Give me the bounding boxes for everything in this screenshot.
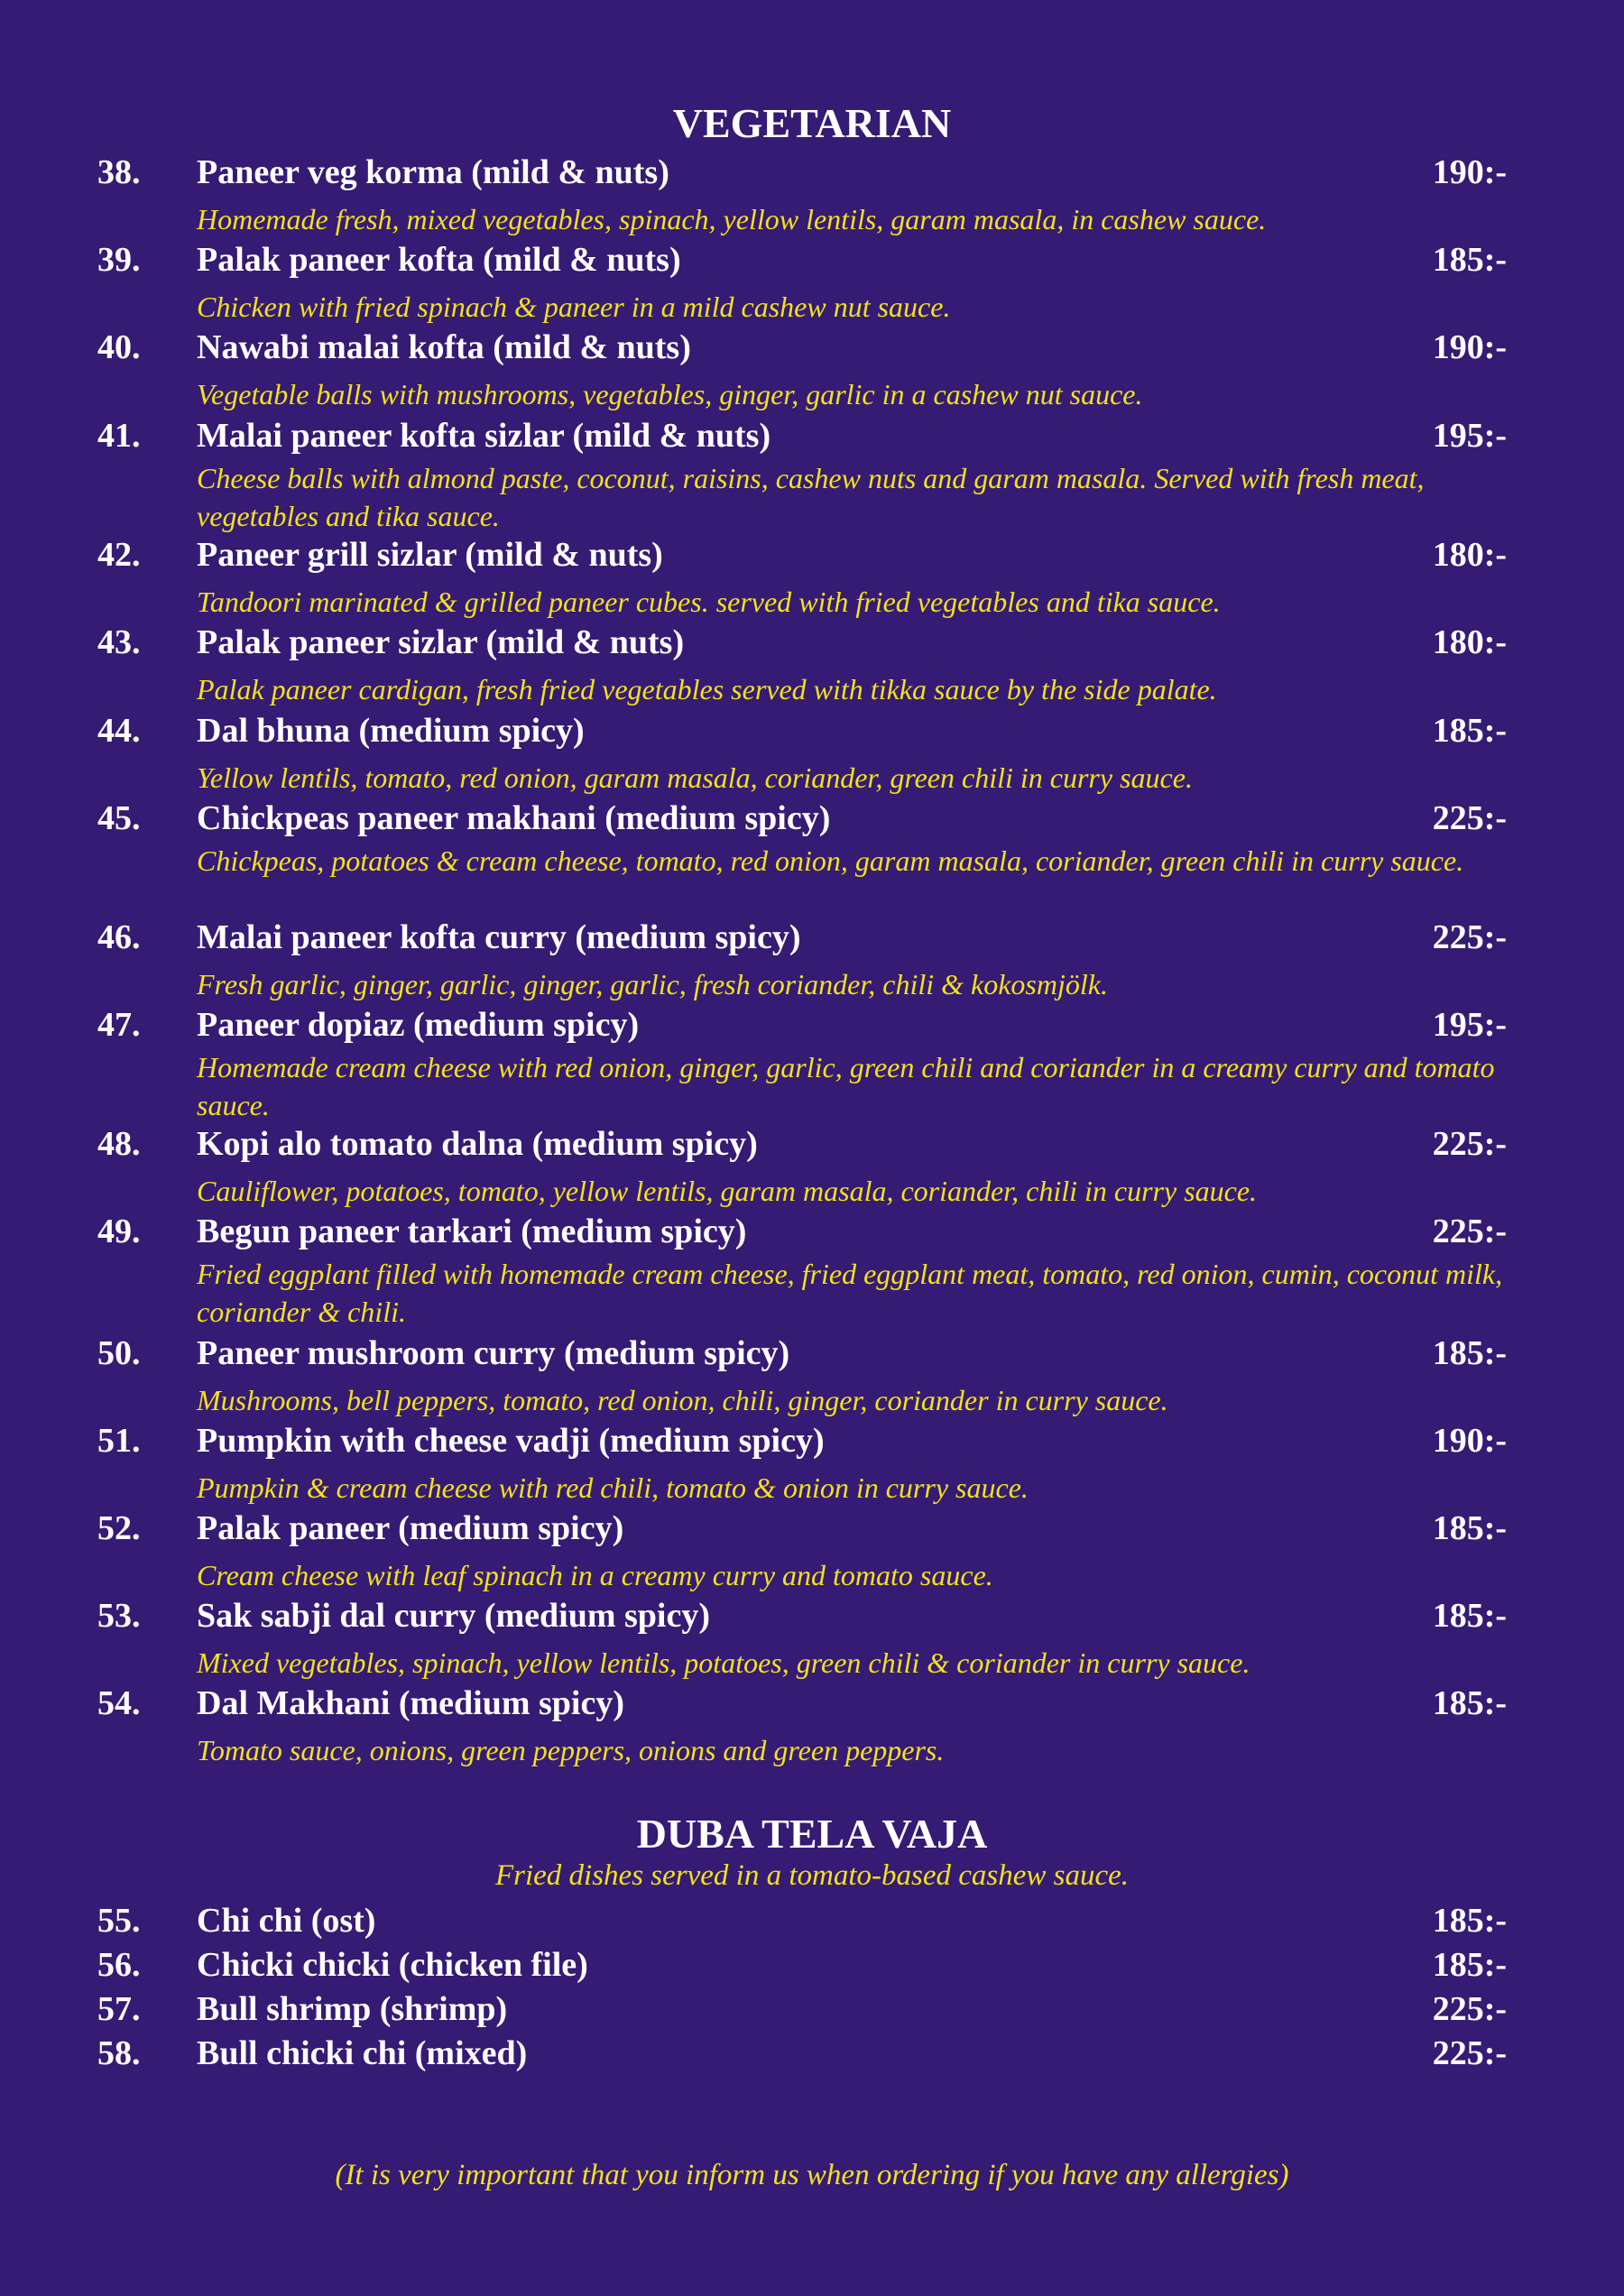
item-description: Chickpeas, potatoes & cream cheese, tomato, red onion, garam masala, coriander, green chili in curry sauce. (197, 844, 1464, 877)
item-price: 185:- (1432, 1902, 1507, 1940)
item-name: Chickpeas paneer makhani (medium spicy) (197, 799, 831, 837)
item-price: 185:- (1432, 241, 1507, 279)
item-price: 185:- (1432, 1946, 1507, 1984)
item-description: Homemade fresh, mixed vegetables, spinach, yellow lentils, garam masala, in cashew sauce. (197, 203, 1267, 235)
item-description: Mixed vegetables, spinach, yellow lentils, potatoes, green chili & coriander in curry sauce. (197, 1646, 1250, 1679)
item-number: 43. (97, 623, 141, 661)
item-number: 45. (97, 799, 141, 837)
item-number: 57. (97, 1990, 141, 2028)
item-description: Palak paneer cardigan, fresh fried vegetables served with tikka sauce by the side palate. (197, 673, 1217, 705)
item-description: Cheese balls with almond paste, coconut, raisins, cashew nuts and garam masala. Served with fresh meat, vegetables and tika sauce. (197, 462, 1425, 532)
item-number: 41. (97, 417, 141, 455)
item-price: 195:- (1432, 1006, 1507, 1044)
item-price: 185:- (1432, 1334, 1507, 1372)
item-number: 44. (97, 712, 141, 750)
item-name: Paneer mushroom curry (medium spicy) (197, 1334, 790, 1372)
item-name: Palak paneer (medium spicy) (197, 1509, 624, 1547)
item-price: 195:- (1432, 417, 1507, 455)
item-number: 40. (97, 328, 141, 366)
item-price: 225:- (1432, 1125, 1507, 1163)
item-name: Nawabi malai kofta (mild & nuts) (197, 328, 691, 366)
item-description: Vegetable balls with mushrooms, vegetables, ginger, garlic in a cashew nut sauce. (197, 378, 1143, 410)
item-price: 225:- (1432, 918, 1507, 956)
item-number: 38. (97, 153, 141, 191)
item-description: Homemade cream cheese with red onion, ginger, garlic, green chili and coriander in a creamy curry and tomato sauce. (197, 1051, 1495, 1121)
item-number: 51. (97, 1422, 141, 1460)
item-name: Palak paneer sizlar (mild & nuts) (197, 623, 685, 661)
item-description: Fresh garlic, ginger, garlic, ginger, garlic, fresh coriander, chili & kokosmjölk. (197, 968, 1108, 1000)
item-number: 49. (97, 1213, 141, 1250)
item-name: Chicki chicki (chicken file) (197, 1946, 588, 1984)
item-price: 185:- (1432, 1684, 1507, 1722)
item-price: 185:- (1432, 712, 1507, 750)
item-number: 56. (97, 1946, 141, 1984)
item-name: Paneer veg korma (mild & nuts) (197, 153, 669, 191)
section-subtitle: Fried dishes served in a tomato-based cashew sauce. (494, 1859, 1130, 1892)
item-price: 185:- (1432, 1597, 1507, 1635)
item-number: 55. (97, 1902, 141, 1940)
item-description: Pumpkin & cream cheese with red chili, tomato & onion in curry sauce. (197, 1471, 1029, 1504)
item-name: Bull shrimp (shrimp) (197, 1990, 508, 2028)
item-number: 52. (97, 1509, 141, 1547)
item-name: Pumpkin with cheese vadji (medium spicy) (197, 1422, 825, 1460)
item-name: Dal bhuna (medium spicy) (197, 712, 585, 750)
item-price: 190:- (1432, 153, 1507, 191)
section-title-vegetarian: VEGETARIAN (672, 100, 952, 146)
item-number: 54. (97, 1684, 141, 1722)
item-name: Dal Makhani (medium spicy) (197, 1684, 624, 1722)
item-description: Yellow lentils, tomato, red onion, garam masala, coriander, green chili in curry sauce. (197, 761, 1193, 794)
item-name: Kopi alo tomato dalna (medium spicy) (197, 1125, 758, 1163)
item-price: 180:- (1432, 623, 1507, 661)
item-name: Chi chi (ost) (197, 1902, 376, 1940)
item-name: Sak sabji dal curry (medium spicy) (197, 1597, 710, 1635)
item-name: Paneer dopiaz (medium spicy) (197, 1006, 640, 1044)
item-price: 225:- (1432, 1213, 1507, 1250)
item-price: 185:- (1432, 1509, 1507, 1547)
item-description: Tandoori marinated & grilled paneer cubes. served with fried vegetables and tika sauce. (197, 586, 1221, 618)
item-price: 190:- (1432, 328, 1507, 366)
allergy-note: (It is very important that you inform us when ordering if you have any allergies) (335, 2159, 1289, 2191)
item-number: 50. (97, 1334, 141, 1372)
item-number: 53. (97, 1597, 141, 1635)
item-description: Cauliflower, potatoes, tomato, yellow lentils, garam masala, coriander, chili in curry sauce. (197, 1175, 1258, 1207)
item-number: 46. (97, 918, 141, 956)
item-name: Begun paneer tarkari (medium spicy) (197, 1213, 747, 1250)
item-name: Bull chicki chi (mixed) (197, 2034, 528, 2072)
item-name: Malai paneer kofta curry (medium spicy) (197, 918, 801, 956)
item-price: 180:- (1432, 536, 1507, 574)
section-title-duba-tela-vaja: DUBA TELA VAJA (636, 1811, 988, 1857)
item-price: 225:- (1432, 1990, 1507, 2028)
item-name: Palak paneer kofta (mild & nuts) (197, 241, 681, 279)
item-name: Malai paneer kofta sizlar (mild & nuts) (197, 417, 771, 455)
item-number: 39. (97, 241, 141, 279)
item-description: Fried eggplant filled with homemade cream cheese, fried eggplant meat, tomato, red onion, cumin, coconut milk, coriander & chili. (197, 1258, 1503, 1328)
item-price: 225:- (1432, 2034, 1507, 2072)
item-price: 190:- (1432, 1422, 1507, 1460)
item-number: 58. (97, 2034, 141, 2072)
item-description: Tomato sauce, onions, green peppers, onions and green peppers. (197, 1734, 945, 1766)
item-price: 225:- (1432, 799, 1507, 837)
item-number: 47. (97, 1006, 141, 1044)
item-description: Mushrooms, bell peppers, tomato, red onion, chili, ginger, coriander in curry sauce. (197, 1384, 1168, 1416)
item-number: 48. (97, 1125, 141, 1163)
item-name: Paneer grill sizlar (mild & nuts) (197, 536, 663, 574)
item-number: 42. (97, 536, 141, 574)
item-description: Chicken with fried spinach & paneer in a mild cashew nut sauce. (197, 290, 951, 323)
item-description: Cream cheese with leaf spinach in a creamy curry and tomato sauce. (197, 1559, 993, 1591)
